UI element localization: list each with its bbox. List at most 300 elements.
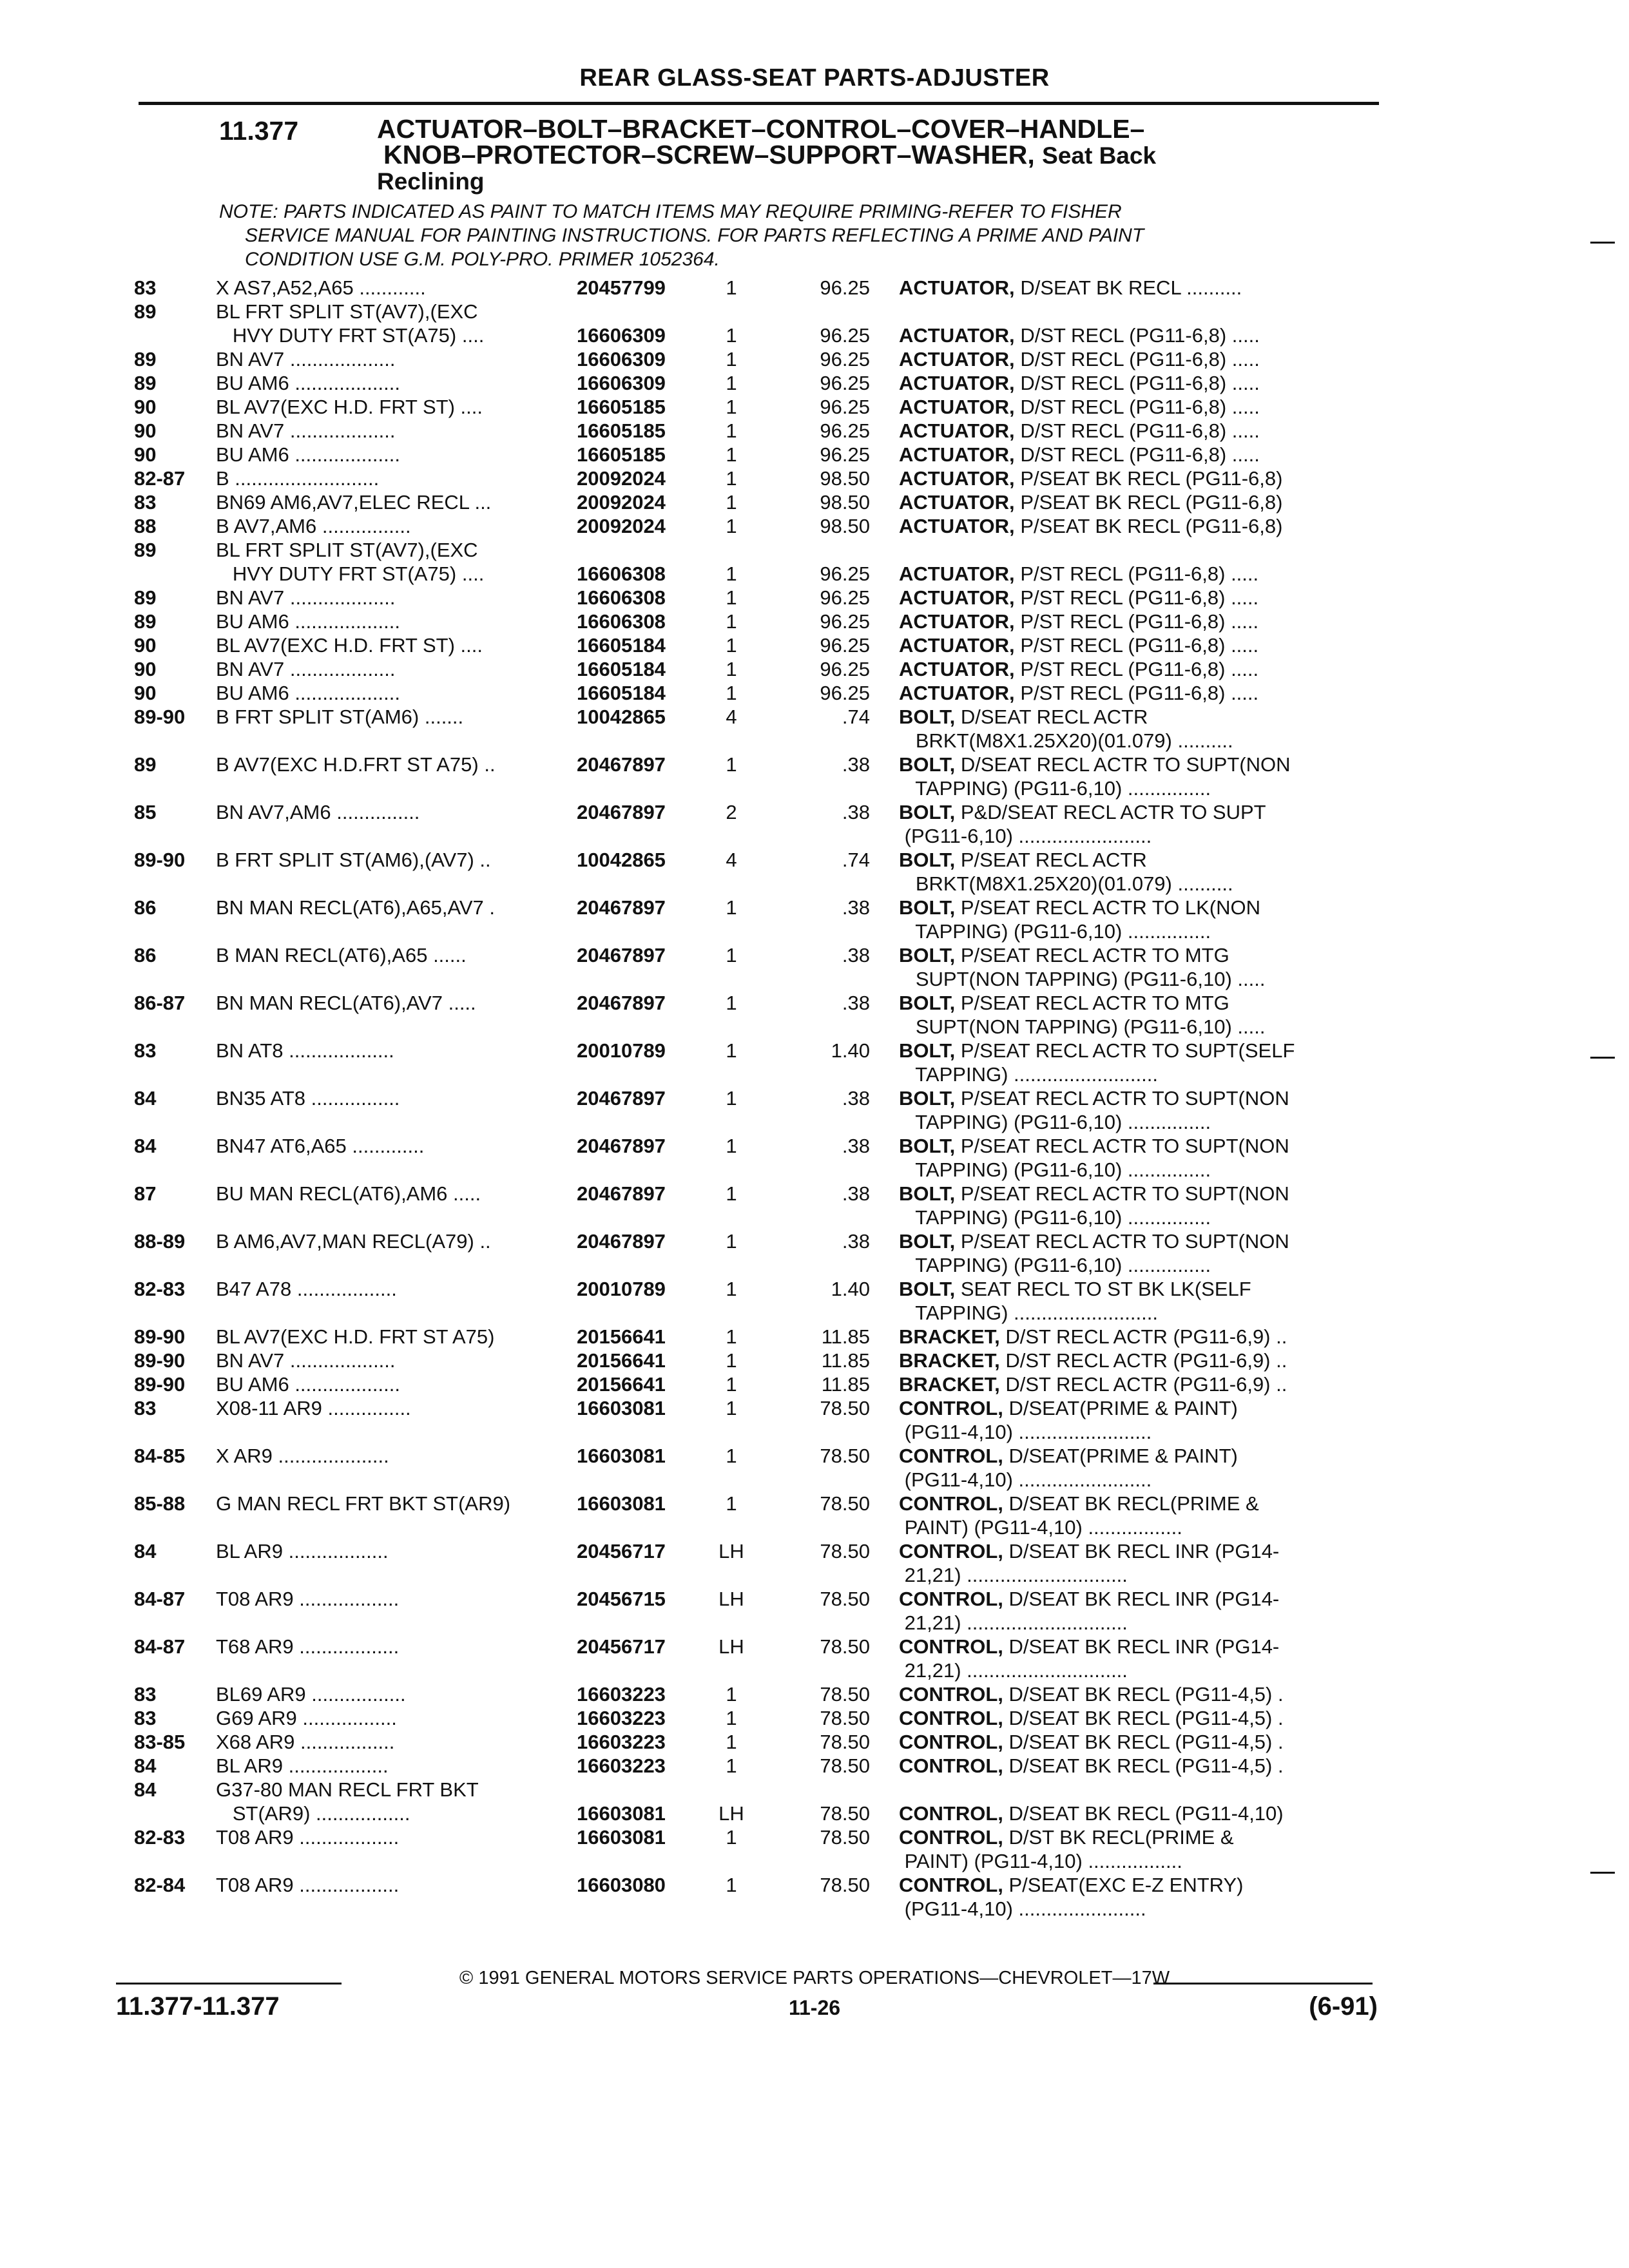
description-name: BOLT, <box>899 753 956 776</box>
table-row <box>0 1778 1629 1802</box>
quantity: 1 <box>726 515 737 537</box>
description-detail: 21,21) ............................. <box>904 1611 1128 1634</box>
part-number: 16603223 <box>577 1731 666 1753</box>
quantity: 4 <box>726 706 737 728</box>
table-row <box>0 753 1629 776</box>
table-row <box>0 1468 1629 1492</box>
description-detail: P/SEAT BK RECL (PG11-6,8) <box>1020 491 1283 514</box>
description-name: CONTROL, <box>899 1683 1003 1706</box>
note-line: NOTE: PARTS INDICATED AS PAINT TO MATCH ITEMS MAY REQUIRE PRIMING-REFER TO FISHER <box>219 201 1122 222</box>
application: BL FRT SPLIT ST(AV7),(EXC <box>216 539 478 561</box>
description-detail: (PG11-4,10) ....................... <box>904 1898 1146 1920</box>
description-detail: P/SEAT BK RECL (PG11-6,8) <box>1020 515 1283 537</box>
description <box>899 1587 1279 1611</box>
description-detail: D/ST RECL (PG11-6,8) ..... <box>1020 324 1260 347</box>
price: 96.25 <box>820 658 870 680</box>
description <box>899 371 1260 395</box>
description-detail: D/SEAT BK RECL INR (PG14- <box>1008 1588 1280 1610</box>
description-name: CONTROL, <box>899 1731 1003 1753</box>
model-number: 87 <box>134 1182 157 1205</box>
model-number: 86 <box>134 896 157 919</box>
description-detail: TAPPING) .......................... <box>904 1063 1158 1086</box>
part-number: 16603081 <box>577 1397 666 1419</box>
table-row <box>0 776 1629 800</box>
table-row <box>0 347 1629 371</box>
description-name: BOLT, <box>899 992 956 1014</box>
application: X68 AR9 ................. <box>216 1731 395 1753</box>
price: 78.50 <box>820 1683 870 1706</box>
quantity: 1 <box>726 1683 737 1706</box>
description <box>899 800 1266 824</box>
description-name: CONTROL, <box>899 1826 1003 1849</box>
table-row <box>0 1349 1629 1372</box>
description <box>899 1444 1238 1468</box>
part-number: 10042865 <box>577 849 666 871</box>
description-name: BOLT, <box>899 1135 956 1157</box>
application: B AM6,AV7,MAN RECL(A79) .. <box>216 1230 491 1253</box>
table-row <box>0 514 1629 538</box>
table-row <box>0 1706 1629 1730</box>
table-row <box>0 1682 1629 1706</box>
table-row <box>0 1206 1629 1229</box>
table-row <box>0 300 1629 323</box>
description-name: BOLT, <box>899 1087 956 1110</box>
application: T08 AR9 .................. <box>216 1874 400 1896</box>
application: T08 AR9 .................. <box>216 1588 400 1610</box>
description-detail: PAINT) (PG11-4,10) ................. <box>904 1850 1182 1872</box>
model-number: 82-83 <box>134 1278 186 1300</box>
table-row <box>0 967 1629 991</box>
description-name: ACTUATOR, <box>899 372 1015 394</box>
description-detail: D/SEAT(PRIME & PAINT) <box>1008 1397 1238 1419</box>
part-number: 20467897 <box>577 992 666 1014</box>
description-name: ACTUATOR, <box>899 467 1015 490</box>
description-detail: P/SEAT RECL ACTR TO MTG <box>960 992 1229 1014</box>
application: T08 AR9 .................. <box>216 1826 400 1849</box>
description <box>899 1182 1289 1206</box>
price: 96.25 <box>820 682 870 704</box>
part-number: 16603223 <box>577 1683 666 1706</box>
margin-mark <box>1590 242 1615 244</box>
description-detail: P/ST RECL (PG11-6,8) ..... <box>1020 634 1259 657</box>
table-row <box>0 562 1629 586</box>
description <box>899 753 1290 776</box>
quantity: 1 <box>726 1135 737 1157</box>
description <box>899 395 1260 419</box>
description-detail: TAPPING) (PG11-6,10) ............... <box>904 1158 1211 1181</box>
section-title-line1: ACTUATOR–BOLT–BRACKET–CONTROL–COVER–HANDLE– <box>377 114 1145 144</box>
description <box>899 586 1258 610</box>
description <box>899 1158 1211 1182</box>
table-row <box>0 705 1629 729</box>
price: 96.25 <box>820 324 870 347</box>
description-name: BRACKET, <box>899 1349 1000 1372</box>
description <box>899 1134 1289 1158</box>
model-number: 83 <box>134 491 157 514</box>
description <box>899 1110 1211 1134</box>
description-detail: P/SEAT(EXC E-Z ENTRY) <box>1008 1874 1244 1896</box>
application: BN AV7,AM6 ............... <box>216 801 420 823</box>
application: BU AM6 ................... <box>216 372 400 394</box>
description-detail: D/SEAT RECL ACTR TO SUPT(NON <box>960 753 1291 776</box>
description-detail: TAPPING) (PG11-6,10) ............... <box>904 920 1211 943</box>
price: .38 <box>842 1230 870 1253</box>
description <box>899 276 1242 300</box>
table-row <box>0 1182 1629 1206</box>
application: BL AV7(EXC H.D. FRT ST) .... <box>216 634 483 657</box>
description <box>899 1206 1211 1229</box>
part-number: 16603081 <box>577 1445 666 1467</box>
model-number: 89 <box>134 610 157 633</box>
section-number: 11.377 <box>219 116 299 146</box>
model-number: 90 <box>134 682 157 704</box>
model-number: 86-87 <box>134 992 186 1014</box>
section-title-line2 <box>377 142 1156 169</box>
part-number: 20092024 <box>577 515 666 537</box>
price: 78.50 <box>820 1826 870 1849</box>
table-row <box>0 1229 1629 1253</box>
quantity: 1 <box>726 1373 737 1396</box>
model-number: 90 <box>134 419 157 442</box>
price: 78.50 <box>820 1492 870 1515</box>
quantity: 1 <box>726 1826 737 1849</box>
table-row <box>0 1253 1629 1277</box>
model-number: 89-90 <box>134 1373 186 1396</box>
model-number: 90 <box>134 396 157 418</box>
description-detail: 21,21) ............................. <box>904 1659 1128 1682</box>
part-number: 20156641 <box>577 1349 666 1372</box>
section-title-line2-main: KNOB–PROTECTOR–SCREW–SUPPORT–WASHER, <box>383 140 1035 169</box>
description-detail: SUPT(NON TAPPING) (PG11-6,10) ..... <box>904 968 1266 990</box>
part-number: 20467897 <box>577 896 666 919</box>
price: 96.25 <box>820 348 870 370</box>
description-name: BOLT, <box>899 1039 956 1062</box>
price: 96.25 <box>820 443 870 466</box>
quantity: 1 <box>726 634 737 657</box>
quantity: 1 <box>726 1039 737 1062</box>
description <box>899 967 1265 991</box>
description-name: CONTROL, <box>899 1635 1003 1658</box>
application: T68 AR9 .................. <box>216 1635 400 1658</box>
description <box>899 300 905 323</box>
description-name: ACTUATOR, <box>899 443 1015 466</box>
part-number: 16603081 <box>577 1826 666 1849</box>
description <box>899 610 1258 633</box>
page-title: REAR GLASS-SEAT PARTS-ADJUSTER <box>579 64 1050 91</box>
table-row <box>0 395 1629 419</box>
model-number: 82-83 <box>134 1826 186 1849</box>
description <box>899 1396 1238 1420</box>
part-number: 16605184 <box>577 658 666 680</box>
description <box>899 1635 1279 1658</box>
description-name: BRACKET, <box>899 1325 1000 1348</box>
price: .38 <box>842 896 870 919</box>
description-name: BOLT, <box>899 1230 956 1253</box>
quantity: 2 <box>726 801 737 823</box>
quantity: 1 <box>726 1707 737 1729</box>
description <box>899 419 1260 443</box>
part-number: 16605185 <box>577 443 666 466</box>
description-detail: TAPPING) (PG11-6,10) ............... <box>904 1111 1211 1133</box>
description-detail: P/SEAT RECL ACTR TO SUPT(NON <box>960 1087 1289 1110</box>
description-detail: 21,21) ............................. <box>904 1564 1128 1586</box>
table-row <box>0 1873 1629 1897</box>
part-number: 16606308 <box>577 586 666 609</box>
description-detail: P/ST RECL (PG11-6,8) ..... <box>1020 682 1259 704</box>
application: ST(AR9) ................. <box>216 1802 410 1825</box>
application: B .......................... <box>216 467 380 490</box>
table-row <box>0 1635 1629 1658</box>
price: 96.25 <box>820 372 870 394</box>
description-name: CONTROL, <box>899 1588 1003 1610</box>
application: BN47 AT6,A65 ............. <box>216 1135 425 1157</box>
application: BN AV7 ................... <box>216 658 396 680</box>
description-detail: P/SEAT RECL ACTR TO MTG <box>960 944 1229 966</box>
description <box>899 919 1211 943</box>
part-number: 20467897 <box>577 1230 666 1253</box>
quantity: LH <box>718 1540 744 1562</box>
description-detail: TAPPING) .......................... <box>904 1302 1158 1324</box>
description <box>899 896 1260 919</box>
section-title-line2-suffix: Seat Back <box>1042 142 1157 169</box>
part-number: 16606308 <box>577 610 666 633</box>
model-number: 89-90 <box>134 849 186 871</box>
description-name: BOLT, <box>899 706 956 728</box>
description-detail: D/SEAT BK RECL (PG11-4,5) . <box>1008 1754 1284 1777</box>
description-detail: TAPPING) (PG11-6,10) ............... <box>904 1206 1211 1229</box>
model-number: 89 <box>134 539 157 561</box>
description <box>899 1706 1284 1730</box>
table-row <box>0 1134 1629 1158</box>
price: 78.50 <box>820 1874 870 1896</box>
description-name: CONTROL, <box>899 1492 1003 1515</box>
description-name: ACTUATOR, <box>899 634 1015 657</box>
part-number: 20467897 <box>577 1182 666 1205</box>
quantity: 1 <box>726 1445 737 1467</box>
part-number: 20156641 <box>577 1373 666 1396</box>
quantity: 1 <box>726 1874 737 1896</box>
description-detail: P/SEAT BK RECL (PG11-6,8) <box>1020 467 1283 490</box>
description <box>899 848 1147 872</box>
description <box>899 681 1258 705</box>
description-name: CONTROL, <box>899 1874 1003 1896</box>
table-row <box>0 1658 1629 1682</box>
quantity: LH <box>718 1802 744 1825</box>
margin-mark <box>1590 1057 1615 1059</box>
footer-section-range: 11.377-11.377 <box>116 1992 280 2021</box>
description <box>899 1015 1265 1039</box>
part-number: 20010789 <box>577 1039 666 1062</box>
price: 96.25 <box>820 586 870 609</box>
part-number: 20467897 <box>577 1087 666 1110</box>
model-number: 84 <box>134 1754 157 1777</box>
section-title <box>377 116 1156 195</box>
quantity: 1 <box>726 491 737 514</box>
description-detail: D/SEAT BK RECL (PG11-4,5) . <box>1008 1683 1284 1706</box>
description-name: BRACKET, <box>899 1373 1000 1396</box>
application: BL FRT SPLIT ST(AV7),(EXC <box>216 300 478 323</box>
part-number: 16606308 <box>577 562 666 585</box>
description-name: ACTUATOR, <box>899 419 1015 442</box>
quantity: 1 <box>726 586 737 609</box>
description <box>899 1563 1128 1587</box>
model-number: 83 <box>134 276 157 299</box>
description <box>899 1325 1287 1349</box>
table-row <box>0 848 1629 872</box>
table-row <box>0 1158 1629 1182</box>
description-detail: P/ST RECL (PG11-6,8) ..... <box>1020 610 1259 633</box>
price: 78.50 <box>820 1635 870 1658</box>
description-detail: P/SEAT RECL ACTR TO SUPT(NON <box>960 1182 1289 1205</box>
model-number: 84-87 <box>134 1588 186 1610</box>
price: 1.40 <box>831 1039 870 1062</box>
description <box>899 991 1229 1015</box>
description-name: ACTUATOR, <box>899 348 1015 370</box>
price: 96.25 <box>820 634 870 657</box>
description-detail: SEAT RECL TO ST BK LK(SELF <box>960 1278 1251 1300</box>
application: G69 AR9 ................. <box>216 1707 397 1729</box>
table-row <box>0 610 1629 633</box>
table-row <box>0 729 1629 753</box>
table-row <box>0 1730 1629 1754</box>
model-number: 89 <box>134 372 157 394</box>
description <box>899 562 1258 586</box>
description <box>899 1515 1182 1539</box>
description-name: BOLT, <box>899 1278 956 1300</box>
price: 11.85 <box>821 1325 870 1348</box>
application: BL AV7(EXC H.D. FRT ST A75) <box>216 1325 495 1348</box>
description-name: CONTROL, <box>899 1445 1003 1467</box>
description <box>899 1778 905 1802</box>
quantity: 1 <box>726 1397 737 1419</box>
part-number: 20092024 <box>577 467 666 490</box>
description-detail: D/SEAT(PRIME & PAINT) <box>1008 1445 1238 1467</box>
description-detail: BRKT(M8X1.25X20)(01.079) .......... <box>904 872 1233 895</box>
table-row <box>0 919 1629 943</box>
quantity: 1 <box>726 1325 737 1348</box>
description <box>899 943 1229 967</box>
table-row <box>0 1611 1629 1635</box>
quantity: 1 <box>726 1349 737 1372</box>
description-detail: D/ST RECL (PG11-6,8) ..... <box>1020 348 1260 370</box>
part-number: 16605185 <box>577 419 666 442</box>
description <box>899 347 1260 371</box>
part-number: 20156641 <box>577 1325 666 1348</box>
model-number: 89-90 <box>134 1349 186 1372</box>
note-line: SERVICE MANUAL FOR PAINTING INSTRUCTIONS. FOR PARTS REFLECTING A PRIME AND PAINT <box>245 225 1144 246</box>
table-row <box>0 657 1629 681</box>
part-number: 16606309 <box>577 324 666 347</box>
description <box>899 1658 1128 1682</box>
price: .74 <box>842 706 870 728</box>
application: X AR9 .................... <box>216 1445 389 1467</box>
quantity: 1 <box>726 658 737 680</box>
description <box>899 1897 1146 1921</box>
description <box>899 657 1258 681</box>
table-row <box>0 371 1629 395</box>
table-row <box>0 1110 1629 1134</box>
quantity: 4 <box>726 849 737 871</box>
description <box>899 1372 1287 1396</box>
description-name: ACTUATOR, <box>899 324 1015 347</box>
table-row <box>0 872 1629 896</box>
note-block <box>219 200 1392 271</box>
description-detail: D/SEAT RECL ACTR <box>960 706 1148 728</box>
description <box>899 872 1233 896</box>
table-row <box>0 633 1629 657</box>
description-detail: BRKT(M8X1.25X20)(01.079) .......... <box>904 729 1233 752</box>
description <box>899 1825 1234 1849</box>
model-number: 84 <box>134 1087 157 1110</box>
description <box>899 824 1152 848</box>
table-row <box>0 1372 1629 1396</box>
application: BN AV7 ................... <box>216 1349 396 1372</box>
description-detail: D/SEAT BK RECL (PG11-4,5) . <box>1008 1731 1284 1753</box>
quantity: 1 <box>726 1087 737 1110</box>
price: 78.50 <box>820 1731 870 1753</box>
quantity: 1 <box>726 1182 737 1205</box>
table-row <box>0 443 1629 466</box>
description-name: BOLT, <box>899 801 956 823</box>
application: BN AT8 ................... <box>216 1039 394 1062</box>
model-number: 85 <box>134 801 157 823</box>
description-detail: TAPPING) (PG11-6,10) ............... <box>904 1254 1211 1276</box>
application: G37-80 MAN RECL FRT BKT <box>216 1778 479 1801</box>
model-number: 83 <box>134 1397 157 1419</box>
table-row <box>0 1587 1629 1611</box>
part-number: 16605184 <box>577 634 666 657</box>
model-number: 89-90 <box>134 706 186 728</box>
model-number: 83-85 <box>134 1731 186 1753</box>
description-name: CONTROL, <box>899 1397 1003 1419</box>
model-number: 90 <box>134 658 157 680</box>
description-detail: P/ST RECL (PG11-6,8) ..... <box>1020 562 1259 585</box>
description <box>899 1873 1244 1897</box>
description <box>899 323 1260 347</box>
application: B FRT SPLIT ST(AM6) ....... <box>216 706 464 728</box>
price: .74 <box>842 849 870 871</box>
application: BN35 AT8 ................ <box>216 1087 400 1110</box>
price: 96.25 <box>820 276 870 299</box>
price: .38 <box>842 1087 870 1110</box>
description <box>899 538 905 562</box>
table-row <box>0 1849 1629 1873</box>
price: 96.25 <box>820 419 870 442</box>
quantity: 1 <box>726 467 737 490</box>
description-detail: P/SEAT RECL ACTR TO SUPT(NON <box>960 1135 1289 1157</box>
part-number: 20467897 <box>577 944 666 966</box>
description-detail: (PG11-4,10) ........................ <box>904 1421 1152 1443</box>
price: .38 <box>842 753 870 776</box>
part-number: 16603223 <box>577 1707 666 1729</box>
table-row <box>0 991 1629 1015</box>
description <box>899 443 1260 466</box>
model-number: 83 <box>134 1683 157 1706</box>
description-detail: SUPT(NON TAPPING) (PG11-6,10) ..... <box>904 1015 1266 1038</box>
application: BU AM6 ................... <box>216 610 400 633</box>
description-detail: D/SEAT BK RECL INR (PG14- <box>1008 1540 1280 1562</box>
model-number: 84-85 <box>134 1445 186 1467</box>
table-row <box>0 1062 1629 1086</box>
application: B MAN RECL(AT6),A65 ...... <box>216 944 467 966</box>
description-detail: P/SEAT RECL ACTR TO SUPT(SELF <box>960 1039 1295 1062</box>
application: BN69 AM6,AV7,ELEC RECL ... <box>216 491 492 514</box>
table-row <box>0 586 1629 610</box>
quantity: 1 <box>726 396 737 418</box>
model-number: 82-87 <box>134 467 186 490</box>
description <box>899 776 1211 800</box>
application: BU AM6 ................... <box>216 443 400 466</box>
